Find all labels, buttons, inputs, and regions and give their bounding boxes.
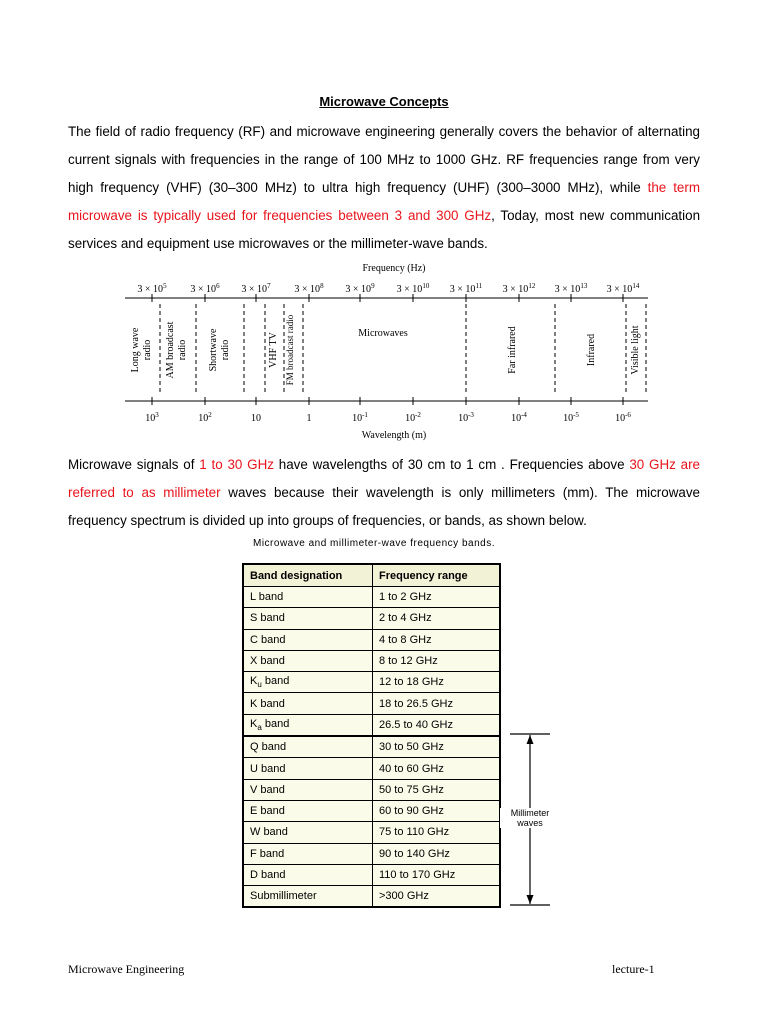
frequency-tick-label xyxy=(555,282,588,295)
frequency-tick-exponent: 7 xyxy=(267,282,271,290)
band-designation-cell xyxy=(243,822,373,843)
band-name: Q band xyxy=(250,741,287,754)
frequency-band-table xyxy=(242,563,501,908)
band-name: W band xyxy=(250,826,288,839)
band-am-line2: radio xyxy=(177,339,188,361)
band-visible-light: Visible light xyxy=(630,325,641,375)
wavelength-tick-label xyxy=(511,411,527,424)
band-name: S band xyxy=(250,612,285,625)
table-row xyxy=(243,779,500,800)
frequency-tick-exponent: 13 xyxy=(580,282,588,290)
frequency-tick-base: 3 × 10 xyxy=(396,284,423,295)
table-row xyxy=(243,629,500,650)
frequency-tick-base: 3 × 10 xyxy=(241,284,268,295)
band-name: U band xyxy=(250,762,286,775)
intro-text-1: The field of radio frequency (RF) and microwave engineering generally covers the behavior of alternating current signals with frequencies in the range of 100 MHz to 1000 GHz. RF frequencies range from very high frequency (VHF) (30–300 MHz) to ultra high frequency (UHF) (300–3000 MHz), while xyxy=(68,124,700,195)
intro-text-2: , Today, most new communication services and equipment use microwaves or the millimeter-wave bands. xyxy=(68,208,701,251)
wavelength-tick-label xyxy=(145,411,159,424)
spectrum-band-dividers xyxy=(160,304,646,395)
band-fm-radio: FM broadcast radio xyxy=(285,314,295,386)
band-far-infrared: Far infrared xyxy=(507,326,518,374)
frequency-range-cell: 40 to 60 GHz xyxy=(373,758,501,779)
table-row xyxy=(243,672,500,693)
band-suffix: band xyxy=(261,675,290,688)
wavelength-tick-exponent: -2 xyxy=(415,411,421,419)
band-designation-cell xyxy=(243,800,373,821)
wavelength-tick-base: 10 xyxy=(511,413,522,424)
p2-highlight-1: 1 to 30 GHz xyxy=(199,457,274,472)
band-infrared: Infrared xyxy=(586,333,597,367)
band-shortwave-line2: radio xyxy=(220,339,231,361)
wavelength-tick-exponent: -3 xyxy=(468,411,474,419)
band-name: K xyxy=(250,675,258,688)
wavelength-tick-base: 10 xyxy=(145,413,156,424)
footer-course-title: Microwave Engineering xyxy=(68,962,185,976)
table-row xyxy=(243,758,500,779)
frequency-range-cell: 26.5 to 40 GHz xyxy=(373,714,501,736)
wavelength-tick-exponent: -6 xyxy=(625,411,631,419)
table-row xyxy=(243,886,500,908)
frequency-tick-exponent: 14 xyxy=(632,282,640,290)
frequency-range-cell: 12 to 18 GHz xyxy=(373,672,501,693)
frequency-tick-exponent: 5 xyxy=(163,282,167,290)
table-row xyxy=(243,714,500,736)
wavelength-tick-exponent: -1 xyxy=(362,411,368,419)
frequency-range-cell: 110 to 170 GHz xyxy=(373,864,501,885)
wavelength-tick-base: 10 xyxy=(198,413,209,424)
frequency-tick-label xyxy=(397,282,430,295)
band-name: F band xyxy=(250,847,285,860)
table-row xyxy=(243,843,500,864)
frequency-range-cell: 60 to 90 GHz xyxy=(373,800,501,821)
band-am-line1: AM broadcast xyxy=(165,321,176,379)
frequency-tick-base: 3 × 10 xyxy=(137,284,164,295)
page-title: Microwave Concepts xyxy=(319,94,449,109)
millimeter-label-line2: waves xyxy=(517,818,543,828)
band-name: L band xyxy=(250,591,284,604)
table-header-row xyxy=(243,564,500,587)
frequency-tick-label xyxy=(450,282,483,295)
table-body xyxy=(243,587,500,908)
frequency-tick-base: 3 × 10 xyxy=(449,284,476,295)
band-name: K band xyxy=(250,697,285,710)
arrow-up-icon xyxy=(527,735,534,744)
frequency-tick-label xyxy=(294,282,324,295)
wavelength-tick-exponent: 3 xyxy=(155,411,159,419)
table-row xyxy=(243,608,500,629)
table-row xyxy=(243,587,500,608)
frequency-tick-label xyxy=(190,282,220,295)
wavelength-tick-exponent: -5 xyxy=(573,411,579,419)
p2-highlight-2: 30 GHz are referred to as millimeter xyxy=(68,457,700,500)
band-designation-cell xyxy=(243,864,373,885)
wavelength-tick-label xyxy=(352,411,368,424)
frequency-tick-base: 3 × 10 xyxy=(294,284,321,295)
band-designation-cell xyxy=(243,779,373,800)
footer-lecture-number: lecture-1 xyxy=(612,962,655,976)
wavelength-tick-exponent: 2 xyxy=(208,411,212,419)
table-row xyxy=(243,693,500,714)
wavelength-tick-label xyxy=(405,411,421,424)
band-name: E band xyxy=(250,805,285,818)
band-designation-cell xyxy=(243,629,373,650)
table-row xyxy=(243,864,500,885)
frequency-tick-base: 3 × 10 xyxy=(190,284,217,295)
frequency-tick-exponent: 11 xyxy=(475,282,483,290)
band-designation-cell xyxy=(243,693,373,714)
frequency-range-cell: 50 to 75 GHz xyxy=(373,779,501,800)
frequency-tick-exponent: 6 xyxy=(216,282,220,290)
frequency-tick-exponent: 12 xyxy=(528,282,536,290)
wavelength-tick-base: 10 xyxy=(615,413,626,424)
wavelength-tick-label xyxy=(563,411,579,424)
frequency-range-cell: 4 to 8 GHz xyxy=(373,629,501,650)
band-vhf-tv: VHF TV xyxy=(268,332,279,368)
band-shortwave-line1: Shortwave xyxy=(208,328,219,372)
frequency-tick-exponent: 8 xyxy=(320,282,324,290)
wavelength-tick-base: 10 xyxy=(251,413,261,424)
frequency-tick-base: 3 × 10 xyxy=(502,284,529,295)
table-row xyxy=(243,822,500,843)
frequency-tick-base: 3 × 10 xyxy=(345,284,372,295)
band-name: V band xyxy=(250,783,285,796)
header-frequency-range: Frequency range xyxy=(373,564,501,587)
wavelength-paragraph xyxy=(68,451,700,535)
band-name: X band xyxy=(250,655,285,668)
intro-highlight: the term microwave is typically used for frequencies between 3 and 300 GHz xyxy=(68,180,700,223)
wavelength-tick-exponent: -4 xyxy=(521,411,527,419)
band-name: K xyxy=(250,717,258,730)
wavelength-tick-label xyxy=(458,411,474,424)
frequency-axis-label: Frequency (Hz) xyxy=(362,263,426,274)
header-band-designation: Band designation xyxy=(243,564,373,587)
band-designation-cell xyxy=(243,608,373,629)
band-suffix: band xyxy=(261,717,290,730)
band-designation-cell xyxy=(243,714,373,736)
intro-paragraph xyxy=(68,118,700,258)
frequency-range-cell: 75 to 110 GHz xyxy=(373,822,501,843)
frequency-tick-label xyxy=(345,282,375,295)
band-designation-cell xyxy=(243,736,373,758)
arrow-down-icon xyxy=(527,895,534,904)
band-name: Submillimeter xyxy=(250,890,317,903)
frequency-range-cell: 2 to 4 GHz xyxy=(373,608,501,629)
millimeter-waves-label xyxy=(500,808,560,828)
band-designation-cell xyxy=(243,886,373,908)
wavelength-tick-label xyxy=(615,411,631,424)
spectrum-frame xyxy=(125,298,648,401)
wavelength-tick-base: 10 xyxy=(352,413,363,424)
table-row xyxy=(243,736,500,758)
band-subscript: a xyxy=(257,723,262,733)
frequency-tick-base: 3 × 10 xyxy=(554,284,581,295)
band-subscript: u xyxy=(257,680,262,690)
frequency-range-cell: 90 to 140 GHz xyxy=(373,843,501,864)
wavelength-axis-label: Wavelength (m) xyxy=(361,430,427,441)
frequency-tick-label xyxy=(137,282,167,295)
wavelength-tick-label xyxy=(307,413,312,424)
band-designation-cell xyxy=(243,587,373,608)
band-microwaves: Microwaves xyxy=(358,328,408,339)
frequency-tick-exponent: 9 xyxy=(371,282,375,290)
band-designation-cell xyxy=(243,758,373,779)
band-designation-cell xyxy=(243,672,373,693)
band-name: C band xyxy=(250,633,286,646)
p2-text-1: Microwave signals of xyxy=(68,457,200,472)
wavelength-tick-base: 10 xyxy=(563,413,574,424)
frequency-tick-base: 3 × 10 xyxy=(606,284,633,295)
band-long-wave-line1: Long wave xyxy=(130,327,141,373)
p2-text-2: have wavelengths of 30 cm to 1 cm . Frequencies above xyxy=(273,457,630,472)
wavelength-tick-base: 1 xyxy=(306,413,312,424)
frequency-range-cell: 30 to 50 GHz xyxy=(373,736,501,758)
band-name: D band xyxy=(250,869,286,881)
frequency-tick-exponent: 10 xyxy=(422,282,430,290)
wavelength-tick-base: 10 xyxy=(458,413,469,424)
table-caption: Microwave and millimeter-wave frequency bands. xyxy=(253,538,495,549)
frequency-range-cell: 8 to 12 GHz xyxy=(373,650,501,671)
wavelength-tick-label xyxy=(198,411,212,424)
frequency-tick-label xyxy=(241,282,271,295)
table-row xyxy=(243,800,500,821)
band-long-wave-line2: radio xyxy=(142,339,153,361)
band-designation-cell xyxy=(243,650,373,671)
frequency-tick-label xyxy=(503,282,536,295)
millimeter-label-line1: Millimeter xyxy=(510,808,550,818)
wavelength-tick-base: 10 xyxy=(405,413,416,424)
frequency-range-cell: 18 to 26.5 GHz xyxy=(373,693,501,714)
frequency-tick-label xyxy=(607,282,640,295)
p2-text-3: waves because their wavelength is only millimeters (mm). The microwave frequency spectrum is divided up into groups of frequencies, or bands, as shown below. xyxy=(68,485,700,528)
frequency-range-cell: >300 GHz xyxy=(373,886,501,908)
table-row xyxy=(243,650,500,671)
wavelength-tick-label xyxy=(251,413,261,424)
band-designation-cell xyxy=(243,843,373,864)
spectrum-diagram xyxy=(0,258,768,443)
frequency-range-cell: 1 to 2 GHz xyxy=(373,587,501,608)
